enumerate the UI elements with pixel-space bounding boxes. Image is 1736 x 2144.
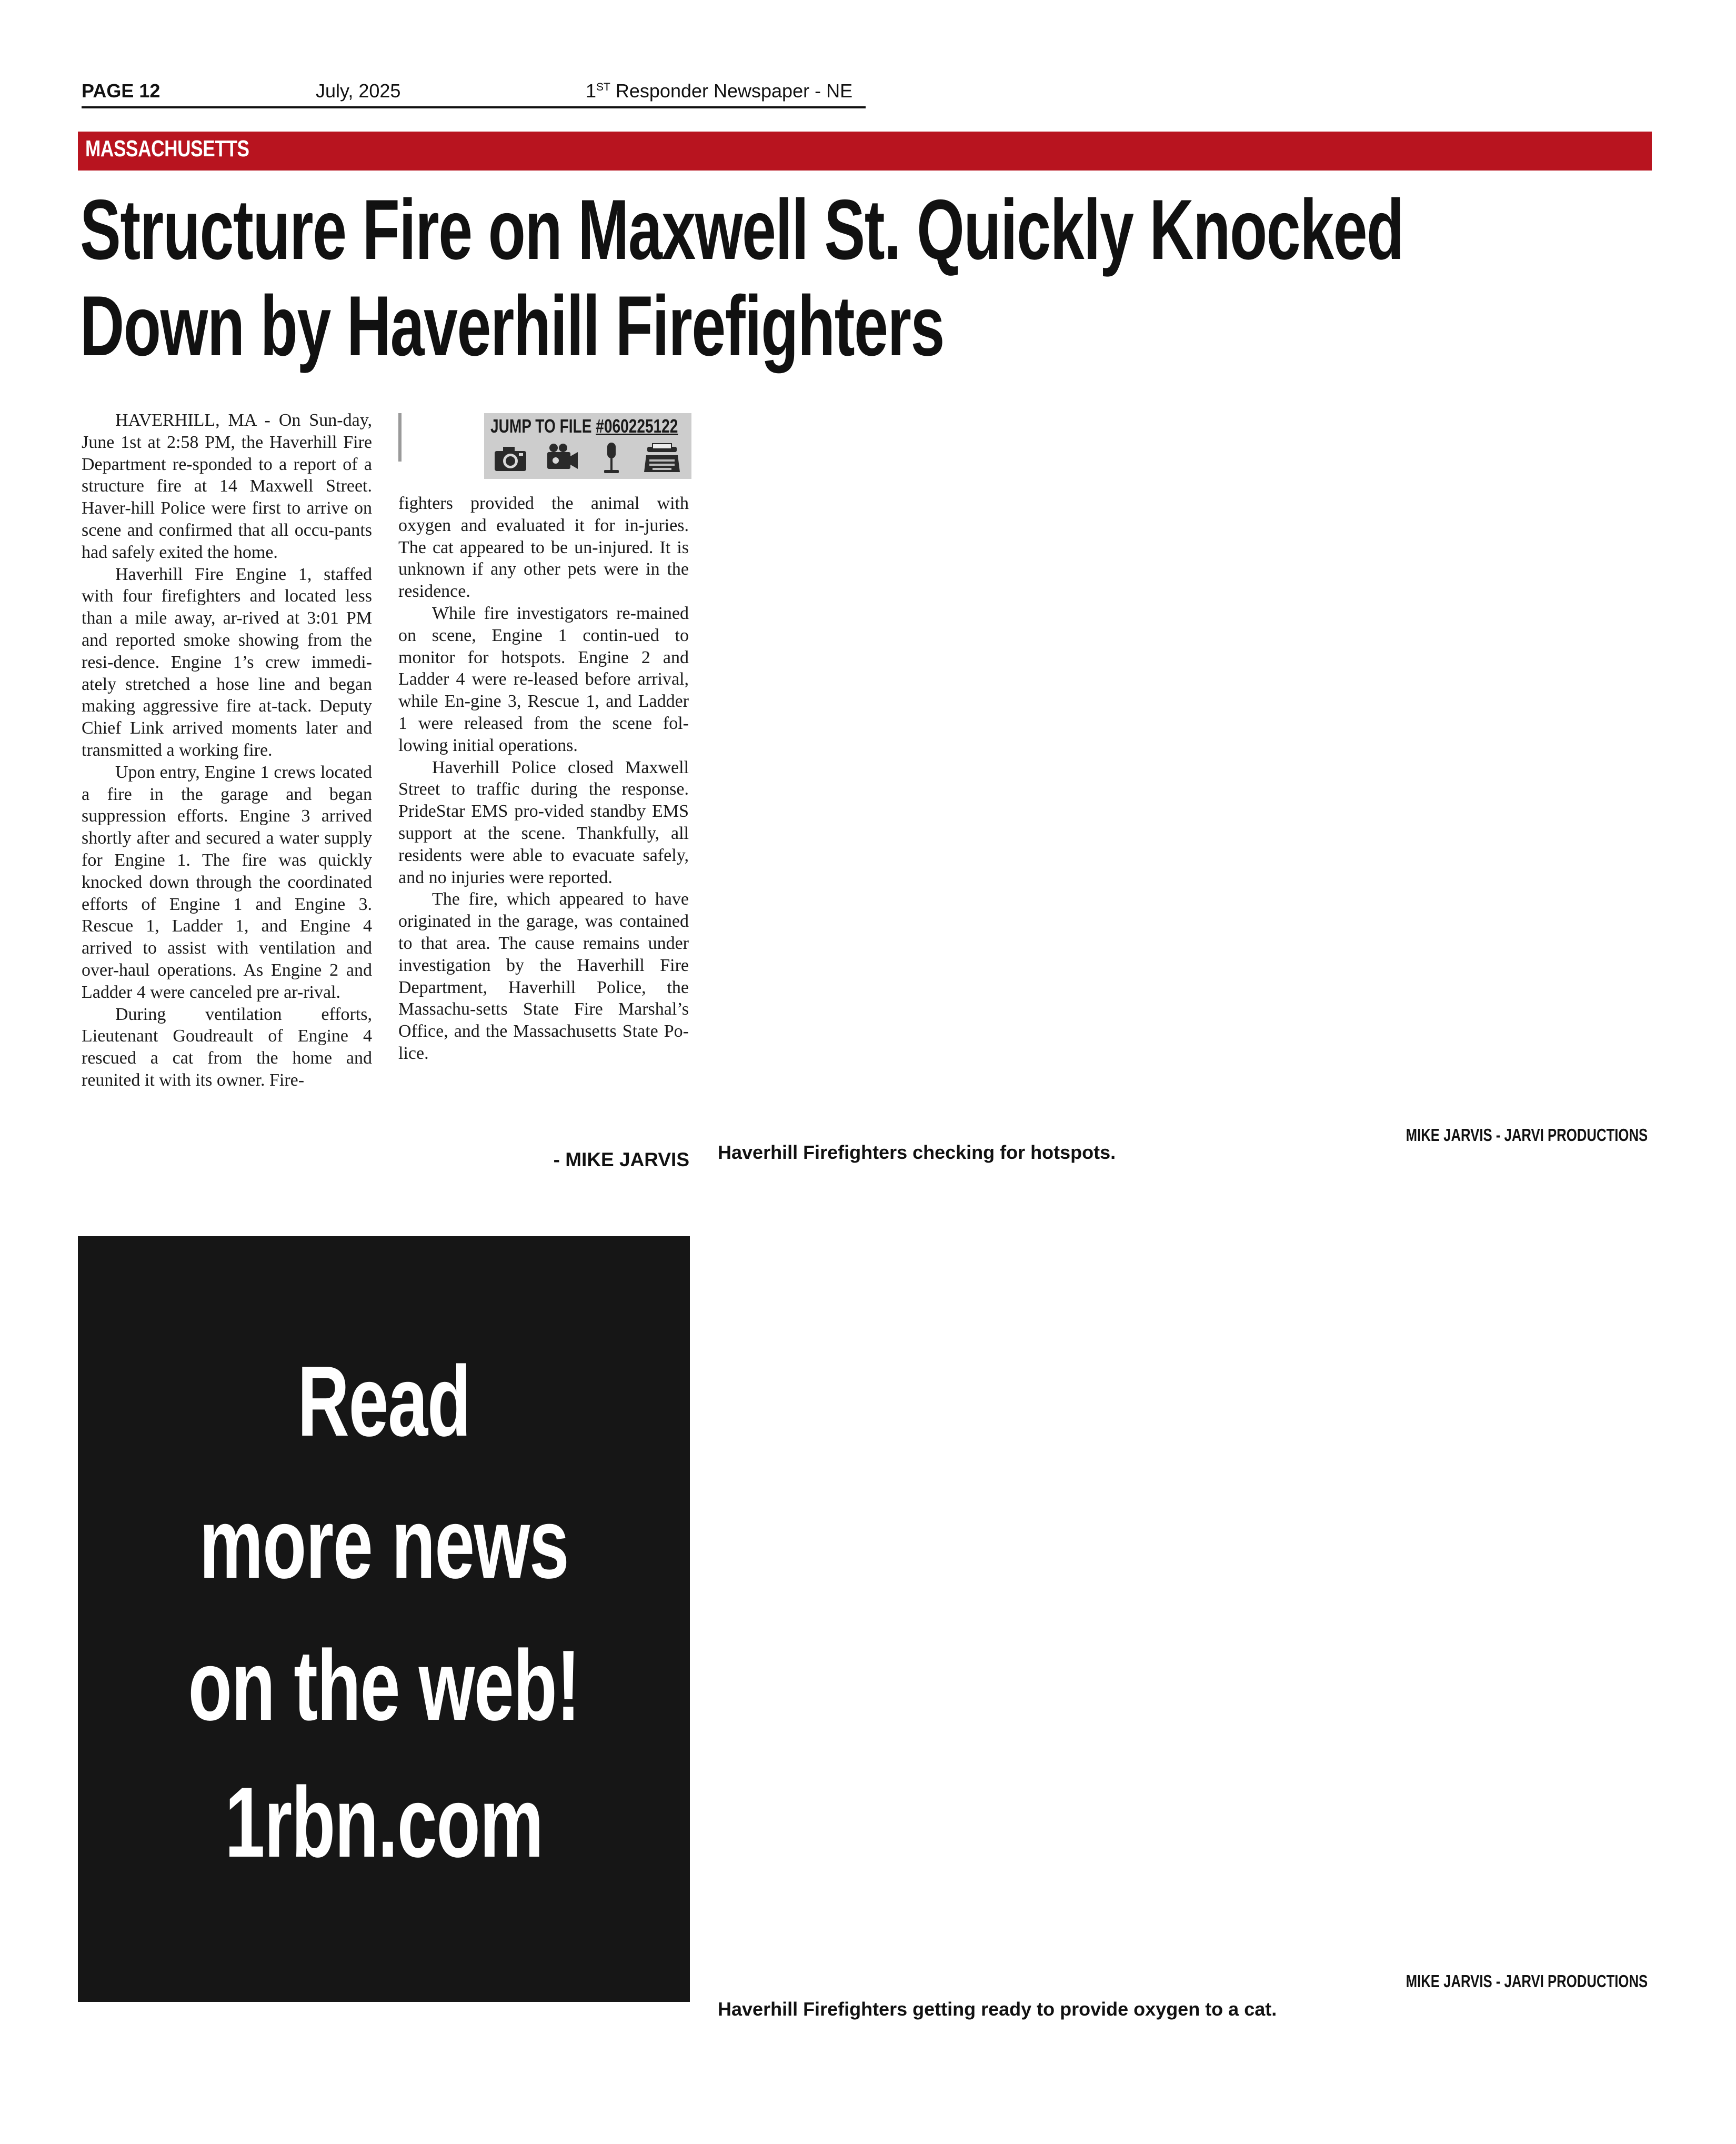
photo-credit: MIKE JARVIS - JARVI PRODUCTIONS — [1406, 1125, 1648, 1145]
ad-website-link[interactable]: 1rbn.com — [225, 1767, 543, 1878]
newspaper-name — [586, 80, 852, 102]
column-divider — [398, 413, 402, 462]
article-paragraph: Haverhill Fire Engine 1, staffed with four firefighters and located less than a mile away, ar-rived at 3:01 PM and reported smoke showing from the resi-dence. Engine 1’s crew immedi-ately stretched a hose line and began making aggressive fire at-tack. Deputy Chief Link arrived moments later and transmitted a working fire. — [82, 564, 372, 760]
typewriter-icon[interactable] — [643, 439, 681, 476]
photo-caption: Haverhill Firefighters checking for hotspots. — [718, 1141, 1116, 1163]
photo-caption: Haverhill Firefighters getting ready to provide oxygen to a cat. — [718, 1998, 1277, 2020]
article-paragraph: While fire investigators re-mained on scene, Engine 1 contin-ued to monitor for hotspots. Engine 2 and Ladder 4 were re-leased before arrival, while En-gine 3, Rescue 1, and Ladder 1 were released from the scene fol-lowing initial operations. — [398, 603, 689, 755]
article-paragraph: Haverhill Police closed Maxwell Street to traffic during the response. PrideStar EMS pro-vided standby EMS support at the scene. Thankfully, all residents were able to evacuate safely, and no injuries were reported. — [398, 757, 689, 887]
article-column-2 — [398, 493, 689, 1065]
article-paragraph: The fire, which appeared to have originated in the garage, was contained to that area. The cause remains under investigation by the Haverhill Fire Department, Haverhill Police, the Massachu-setts State Fire Marshal’s Office, and the Massachusetts State Po-lice. — [398, 889, 689, 1063]
article-byline: - MIKE JARVIS — [553, 1149, 689, 1170]
headline — [80, 182, 1520, 374]
article-paragraph: fighters provided the animal with oxygen and evaluated it for in-juries. The cat appeared to be un-injured. It is unknown if any other pets were in the residence. — [398, 494, 689, 602]
web-promo-ad[interactable] — [78, 1236, 690, 2002]
camera-icon[interactable] — [491, 439, 529, 476]
issue-date: July, 2025 — [316, 80, 401, 102]
ad-line: on the web! — [188, 1630, 580, 1741]
jump-to-file-box[interactable] — [484, 413, 691, 479]
page-number: PAGE 12 — [82, 80, 160, 102]
jump-to-file-label[interactable] — [490, 415, 678, 437]
microphone-icon[interactable] — [593, 439, 630, 476]
section-bar — [78, 132, 1652, 171]
headline-line-2: Down by Haverhill Firefighters — [80, 278, 944, 374]
jump-file-number[interactable]: #060225122 — [596, 415, 678, 437]
section-label: MASSACHUSETTS — [85, 136, 249, 162]
article-paragraph: HAVERHILL, MA - On Sun-day, June 1st at 2:58 PM, the Haverhill Fire Department re-sponded to a report of a structure fire at 14 Maxwell Street. Haver-hill Police were first to arrive on scene and confirmed that all occu-pants had safely exited the home. — [82, 410, 372, 562]
newspaper-name-rest: Responder Newspaper - NE — [610, 80, 853, 102]
ad-line: Read — [297, 1346, 470, 1457]
ad-line: more news — [199, 1488, 569, 1599]
article-paragraph: Upon entry, Engine 1 crews located a fire in the garage and began suppression efforts. Engine 3 arrived shortly after and secured a water supply for Engine 1. The fire was quickly knocked down through the coordinated efforts of Engine 1 and Engine 3. Rescue 1, Ladder 1, and Engine 4 arrived to assist with ventilation and over-haul operations. As Engine 2 and Ladder 4 were canceled pre ar-rival. — [82, 762, 372, 1002]
photo-credit: MIKE JARVIS - JARVI PRODUCTIONS — [1406, 1971, 1648, 1991]
article-column-1 — [82, 409, 372, 1091]
header-rule — [82, 106, 866, 108]
jump-label-text: JUMP TO FILE — [490, 415, 596, 437]
newspaper-name-prefix: 1 — [586, 80, 597, 102]
article-paragraph: During ventilation efforts, Lieutenant Goudreault of Engine 4 rescued a cat from the home and reunited it with its owner. Fire- — [82, 1004, 372, 1090]
headline-line-1: Structure Fire on Maxwell St. Quickly Knocked — [80, 182, 1403, 277]
newspaper-name-superscript: ST — [596, 81, 610, 93]
video-camera-icon[interactable] — [542, 439, 580, 476]
